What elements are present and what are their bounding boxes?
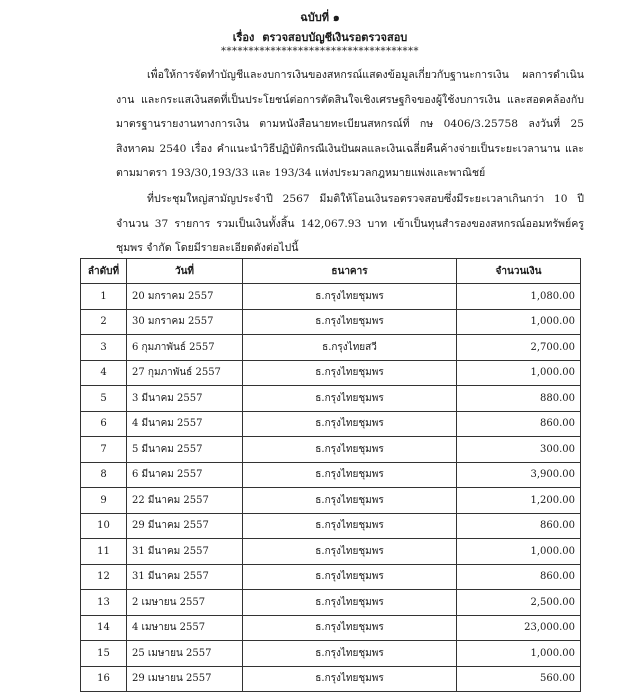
separator-line: ************************************: [221, 46, 419, 57]
cell-date: 25 เมษายน 2557: [127, 641, 243, 667]
cell-bank: ธ.กรุงไทยชุมพร: [243, 666, 457, 692]
table-row: [81, 641, 581, 667]
cell-no: 3: [81, 335, 127, 361]
table-row: [81, 386, 581, 412]
header-amount: จำนวนเงิน: [457, 259, 581, 284]
cell-bank: ธ.กรุงไทยสวี: [243, 335, 457, 361]
cell-amount: 1,080.00: [457, 284, 581, 310]
cell-bank: ธ.กรุงไทยชุมพร: [243, 309, 457, 335]
table-row: [81, 590, 581, 616]
table-row: [81, 488, 581, 514]
cell-bank: ธ.กรุงไทยชุมพร: [243, 641, 457, 667]
cell-bank: ธ.กรุงไทยชุมพร: [243, 462, 457, 488]
cell-bank: ธ.กรุงไทยชุมพร: [243, 360, 457, 386]
cell-amount: 3,900.00: [457, 462, 581, 488]
cell-no: 11: [81, 539, 127, 565]
cell-no: 10: [81, 513, 127, 539]
cell-date: 3 มีนาคม 2557: [127, 386, 243, 412]
cell-bank: ธ.กรุงไทยชุมพร: [243, 386, 457, 412]
cell-bank: ธ.กรุงไทยชุมพร: [243, 284, 457, 310]
cell-date: 27 กุมภาพันธ์ 2557: [127, 360, 243, 386]
cell-amount: 23,000.00: [457, 615, 581, 641]
cell-no: 16: [81, 666, 127, 692]
cell-bank: ธ.กรุงไทยชุมพร: [243, 488, 457, 514]
table-row: [81, 360, 581, 386]
cell-bank: ธ.กรุงไทยชุมพร: [243, 615, 457, 641]
pending-funds-table: [80, 258, 581, 692]
table-header-row: [81, 259, 581, 284]
cell-amount: 860.00: [457, 411, 581, 437]
table-row: [81, 539, 581, 565]
cell-date: 4 มีนาคม 2557: [127, 411, 243, 437]
cell-bank: ธ.กรุงไทยชุมพร: [243, 411, 457, 437]
cell-no: 5: [81, 386, 127, 412]
cell-no: 15: [81, 641, 127, 667]
cell-bank: ธ.กรุงไทยชุมพร: [243, 590, 457, 616]
cell-no: 9: [81, 488, 127, 514]
cell-amount: 2,500.00: [457, 590, 581, 616]
cell-no: 8: [81, 462, 127, 488]
table-row: [81, 437, 581, 463]
cell-date: 29 เมษายน 2557: [127, 666, 243, 692]
table-row: [81, 666, 581, 692]
cell-no: 12: [81, 564, 127, 590]
subject-line: [0, 28, 640, 46]
cell-no: 6: [81, 411, 127, 437]
cell-date: 31 มีนาคม 2557: [127, 564, 243, 590]
table-row: [81, 462, 581, 488]
cell-no: 7: [81, 437, 127, 463]
cell-amount: 560.00: [457, 666, 581, 692]
cell-bank: ธ.กรุงไทยชุมพร: [243, 539, 457, 565]
cell-date: 20 มกราคม 2557: [127, 284, 243, 310]
cell-amount: 1,000.00: [457, 360, 581, 386]
subject-label: เรื่อง: [232, 31, 255, 44]
cell-no: 13: [81, 590, 127, 616]
edition-label: ฉบับที่ ๑: [300, 11, 340, 24]
cell-no: 4: [81, 360, 127, 386]
cell-amount: 300.00: [457, 437, 581, 463]
cell-date: 30 มกราคม 2557: [127, 309, 243, 335]
cell-date: 6 มีนาคม 2557: [127, 462, 243, 488]
cell-date: 4 เมษายน 2557: [127, 615, 243, 641]
header-bank: ธนาคาร: [243, 259, 457, 284]
cell-no: 14: [81, 615, 127, 641]
cell-amount: 1,000.00: [457, 641, 581, 667]
paragraph-2: ที่ประชุมใหญ่สามัญประจำปี 2567 มีมติให้โอนเงินรอตรวจสอบซึ่งมีระยะเวลาเกินกว่า 10 ปี จำนวน 37 รายการ รวมเป็นเงินทั้งสิ้น 142,067.93 บาท เข้าเป็นทุนสำรองของสหกรณ์ออมทรัพย์ครูชุมพร จำกัด โดยมีรายละเอียดดังต่อไปนี้: [116, 193, 584, 255]
cell-amount: 860.00: [457, 564, 581, 590]
cell-no: 2: [81, 309, 127, 335]
table-row: [81, 411, 581, 437]
table-row: [81, 513, 581, 539]
table-row: [81, 284, 581, 310]
cell-date: 29 มีนาคม 2557: [127, 513, 243, 539]
cell-date: 6 กุมภาพันธ์ 2557: [127, 335, 243, 361]
table-row: [81, 309, 581, 335]
cell-bank: ธ.กรุงไทยชุมพร: [243, 437, 457, 463]
cell-amount: 1,200.00: [457, 488, 581, 514]
cell-amount: 1,000.00: [457, 539, 581, 565]
cell-amount: 860.00: [457, 513, 581, 539]
cell-date: 2 เมษายน 2557: [127, 590, 243, 616]
subject-text: ตรวจสอบบัญชีเงินรอตรวจสอบ: [262, 31, 408, 44]
cell-bank: ธ.กรุงไทยชุมพร: [243, 564, 457, 590]
header-no: ลำดับที่: [81, 259, 127, 284]
header-date: วันที่: [127, 259, 243, 284]
table-row: [81, 564, 581, 590]
cell-amount: 2,700.00: [457, 335, 581, 361]
paragraph-1: เพื่อให้การจัดทำบัญชีและงบการเงินของสหกรณ์แสดงข้อมูลเกี่ยวกับฐานะการเงิน ผลการดำเนินงาน และกระแสเงินสดที่เป็นประโยชน์ต่อการตัดสินใจเชิงเศรษฐกิจของผู้ใช้งบการเงิน และสอดคล้องกับมาตรฐานรายงานทางการเงิน ตามหนังสือนายทะเบียนสหกรณ์ที่ กษ 0406/3.25758 ลงวันที่ 25 สิงหาคม 2540 เรื่อง คำแนะนำวิธีปฏิบัติกรณีเงินปันผลและเงินเฉลี่ยคืนค้างจ่ายเป็นระยะเวลานาน และตามมาตรา 193/30,193/33 และ 193/34 แห่งประมวลกฎหมายแพ่งและพาณิชย์: [116, 69, 584, 180]
table-row: [81, 335, 581, 361]
cell-date: 5 มีนาคม 2557: [127, 437, 243, 463]
cell-no: 1: [81, 284, 127, 310]
cell-amount: 1,000.00: [457, 309, 581, 335]
table-row: [81, 615, 581, 641]
cell-date: 22 มีนาคม 2557: [127, 488, 243, 514]
cell-bank: ธ.กรุงไทยชุมพร: [243, 513, 457, 539]
cell-amount: 880.00: [457, 386, 581, 412]
cell-date: 31 มีนาคม 2557: [127, 539, 243, 565]
